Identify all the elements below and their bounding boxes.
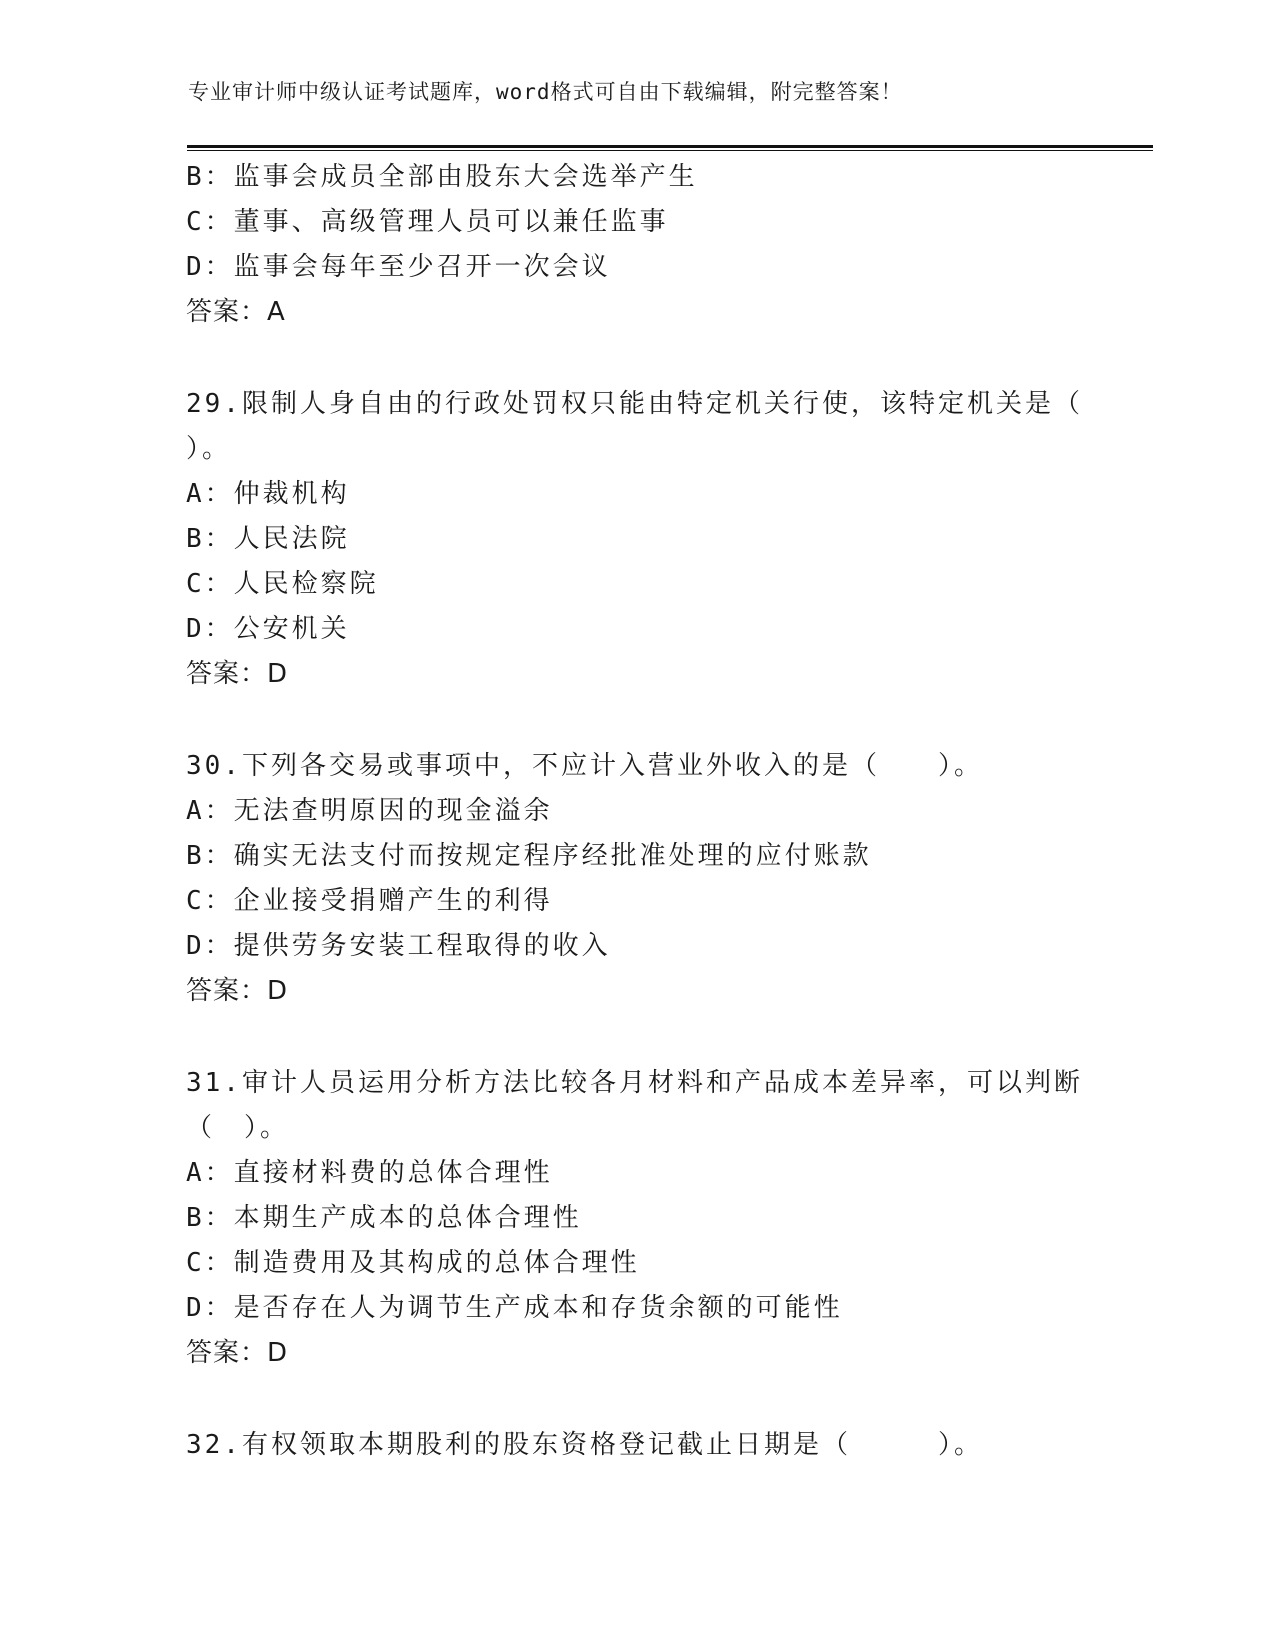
question-31	[186, 1061, 1106, 1376]
question-stem: 31.审计人员运用分析方法比较各月材料和产品成本差异率，可以判断	[186, 1068, 1083, 1098]
option-c: C：人民检察院	[186, 569, 379, 599]
question-32	[186, 1423, 1106, 1468]
option-b: B：监事会成员全部由股东大会选举产生	[186, 162, 698, 192]
answer-line: 答案：A	[186, 297, 286, 327]
option-a: A：仲裁机构	[186, 479, 350, 509]
question-stem: 29.限制人身自由的行政处罚权只能由特定机关行使，该特定机关是（	[186, 389, 1083, 419]
option-c: C：制造费用及其构成的总体合理性	[186, 1248, 640, 1278]
question-stem: 32.有权领取本期股利的股东资格登记截止日期是（ ）。	[186, 1430, 983, 1460]
option-b: B：确实无法支付而按规定程序经批准处理的应付账款	[186, 841, 872, 871]
header-rule-thin	[187, 150, 1153, 151]
question-29	[186, 382, 1106, 697]
document-body	[186, 155, 1106, 1468]
option-b: B：本期生产成本的总体合理性	[186, 1203, 582, 1233]
question-30	[186, 744, 1106, 1014]
header-text: 专业审计师中级认证考试题库，word格式可自由下载编辑，附完整答案！	[188, 80, 903, 104]
option-c: C：董事、高级管理人员可以兼任监事	[186, 207, 669, 237]
question-stem-continued: （ ）。	[186, 1113, 290, 1143]
option-d: D：提供劳务安装工程取得的收入	[186, 931, 611, 961]
option-d: D：公安机关	[186, 614, 350, 644]
option-a: A：直接材料费的总体合理性	[186, 1158, 553, 1188]
answer-line: 答案：D	[186, 659, 289, 689]
option-d: D：监事会每年至少召开一次会议	[186, 252, 611, 282]
option-d: D：是否存在人为调节生产成本和存货余额的可能性	[186, 1293, 843, 1323]
header-rule-thick	[187, 145, 1153, 148]
answer-line: 答案：D	[186, 1338, 289, 1368]
prev-question-block	[186, 155, 1106, 335]
option-c: C：企业接受捐赠产生的利得	[186, 886, 553, 916]
question-stem: 30.下列各交易或事项中，不应计入营业外收入的是（ ）。	[186, 751, 983, 781]
option-b: B：人民法院	[186, 524, 350, 554]
answer-line: 答案：D	[186, 976, 289, 1006]
question-stem-continued: ）。	[186, 434, 232, 464]
option-a: A：无法查明原因的现金溢余	[186, 796, 553, 826]
